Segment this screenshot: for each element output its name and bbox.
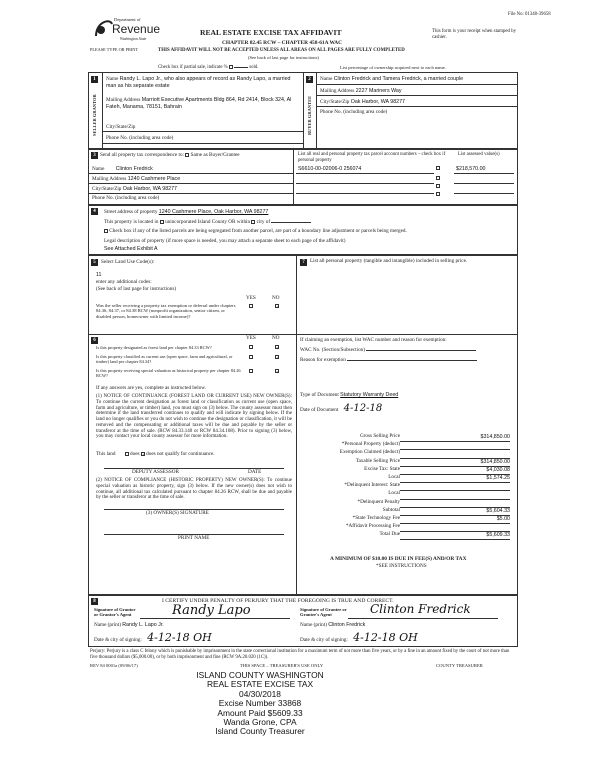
tax-table [300, 434, 510, 540]
section-3-badge: 3 [91, 152, 98, 159]
grantor-name-value: Randy L. Lapo Jr. [122, 622, 164, 628]
tax-row-value[interactable] [400, 483, 510, 491]
tax-row [300, 500, 510, 508]
tax-row-label: *State Technology Fee [352, 514, 400, 521]
grantee-date-value: 4-12-18 OH [353, 631, 418, 644]
stamp-line: Wanda Grone, CPA [223, 717, 297, 728]
buyer-side-label: BUYER GRANTEE [307, 95, 312, 136]
located-prefix: This property is located in [104, 219, 159, 226]
state-text: Washington State [120, 37, 147, 41]
parcel-number: S6610-00-02006-0 256074 [298, 166, 362, 172]
q4-text: Is this property receiving special valuation as historical property per chapter 84.26 RCW? [96, 368, 241, 379]
q2-text: Is this property designated as forest land per chapter 84.33 RCW? [96, 345, 212, 350]
section-6-badge: 6 [91, 337, 98, 344]
tax-row-label: *Delinquent Penalty [357, 498, 400, 505]
section-1-badge: 1 [91, 76, 98, 83]
tax-row-label: *Delinquent Interest: State [344, 482, 400, 489]
section-4-badge: 4 [91, 208, 98, 215]
deputy-assessor-label: DEPUTY ASSESSOR [132, 469, 179, 475]
street-value: 1240 Cashmere Place, Oak Harbor, WA 98277 [158, 209, 269, 215]
tax-row [300, 467, 510, 475]
tax-row-value[interactable] [400, 491, 510, 499]
unincorporated-label: unincorporated Island County OR within [165, 219, 251, 226]
grantor-date-value: 4-12-18 OH [147, 631, 212, 644]
grantee-sig-label: Signature of Grantee or Grantee's Agent [300, 607, 347, 618]
parcel-checkboxes [436, 166, 440, 197]
notice-continuance: (1) NOTICE OF CONTINUANCE (FOREST LAND OR CURRENT USE) NEW OWNER(S): To continue the current designation as forest land or classification as current use (open space, farm and agriculture, or timber) land, you must sign on (3) below. The county assessor must then determine if the land transferred continues to qualify and will indicate by signing below. If the land no longer qualifies or you do not wish to continue the designation or classification, it will be removed and the compensating or additional taxes will be due and payable by the seller or transferor at the time of sale. (RCW 84.33.140 or RCW 84.34.108). Prior to signing (3) below, you may contact your local county assessor for more information. [96, 394, 292, 440]
street-field[interactable] [104, 209, 268, 216]
tax-row [300, 524, 510, 532]
see-back-note: (See back of last page for instructions) [248, 55, 319, 60]
q2-no-checkbox[interactable] [275, 345, 279, 349]
doc-date-label: Date of Document [300, 407, 339, 413]
parcel-pp-checkbox-4[interactable] [436, 192, 440, 196]
corr-mailing-value: 1240 Cashmere Place [127, 176, 181, 182]
revenue-text: Revenue [112, 22, 161, 36]
section-8-badge: 8 [91, 598, 98, 605]
corr-name-label: Name [92, 166, 105, 172]
tax-row [300, 450, 510, 458]
q3-no-checkbox[interactable] [275, 355, 279, 359]
seller-name-value: Randy L. Lapo Jr., who also appears of record as Randy Lapo, a married man as his separate estate [106, 76, 291, 89]
corr-city-value: Oak Harbor, WA 98277 [122, 186, 177, 192]
dept-logo [92, 14, 162, 46]
tax-row-label: Total Due [379, 531, 400, 538]
tax-row-value[interactable] [400, 500, 510, 508]
corr-name-field[interactable] [92, 166, 153, 173]
parcels-header: List all real and personal property tax parcel account numbers – check box if personal property [298, 152, 446, 163]
city-of-label: city of [256, 219, 271, 226]
section-5-badge: 5 [91, 259, 98, 266]
q1-no-checkbox[interactable] [275, 304, 279, 308]
qualify-line [96, 452, 215, 458]
q3-yes-checkbox[interactable] [249, 355, 253, 359]
tax-row-label: Subtotal [382, 506, 400, 513]
tax-row-label: Local [388, 473, 400, 480]
reason-label: Reason for exemption [300, 357, 346, 363]
doc-date-value: 4-12-18 [343, 403, 383, 414]
list-pct-note: List percentage of ownership acquired next to each name. [340, 65, 446, 70]
seller-mailing-value: Marriott Executive Apartments Bldg 864, Rd 2414, Block 324, Al Fateh, Manama, 78151, Bahrain [106, 97, 292, 110]
q2-yes-header: YES [246, 335, 256, 341]
q4-no-checkbox[interactable] [275, 369, 279, 373]
certify-statement: I CERTIFY UNDER PENALTY OF PERJURY THAT THE FOREGOING IS TRUE AND CORRECT. [162, 598, 394, 604]
corr-city-field[interactable] [92, 186, 177, 193]
parcel-pp-checkbox-2[interactable] [436, 176, 440, 180]
land-use-code[interactable]: 11 [96, 272, 102, 278]
dept-of-text: Department of [114, 17, 141, 22]
grantee-name-label: Name (print) [300, 622, 327, 628]
partial-sale-text: Check box if partial sale, indicate % [158, 65, 228, 71]
tax-row [300, 508, 510, 516]
doc-type-label: Type of Document [300, 392, 339, 398]
seller-phone-field[interactable]: Phone No. (including area code) [106, 135, 174, 141]
located-line [104, 220, 311, 226]
stamp-line: ISLAND COUNTY WASHINGTON [196, 670, 324, 680]
land-use-see-back: (See back of last page for instructions) [96, 286, 177, 292]
buyer-mailing-label: Mailing Address [320, 88, 355, 94]
deputy-date-label: DATE [248, 469, 262, 475]
land-use-label: Select Land Use Code(s): [101, 259, 155, 265]
parcel-pp-checkbox-3[interactable] [436, 184, 440, 188]
doc-date-field[interactable] [300, 403, 382, 415]
q1-no-header: NO [272, 295, 280, 301]
buyer-city-field[interactable] [320, 99, 405, 106]
seller-mailing-field[interactable] [106, 97, 298, 111]
buyer-phone-field[interactable]: Phone No. (including area code) [320, 109, 388, 115]
tax-row-label: Local [388, 490, 400, 497]
does-checkbox[interactable] [125, 452, 129, 456]
buyer-city-label: City/State/Zip [320, 99, 350, 105]
tax-row-label: Exemption Claimed (deduct) [339, 449, 400, 456]
owner-signature-label: (3) OWNER(S) SIGNATURE [146, 510, 209, 516]
wac-label: WAC No. (Section/Subsection) [300, 347, 365, 353]
tax-row [300, 491, 510, 499]
buyer-city-value: Oak Harbor, WA 98277 [350, 99, 405, 105]
stamp-line: Island County Treasurer [215, 726, 305, 737]
form-chapter: CHAPTER 82.45 RCW – CHAPTER 458-61A WAC [222, 40, 343, 46]
segregated-label: Check box if any of the listed parcels are being segregated from another parcel, are part of a boundary line adjustment or parcels being merged. [109, 228, 407, 235]
tax-row [300, 475, 510, 483]
grantor-date-field[interactable] [94, 632, 212, 645]
print-name-label: PRINT NAME [178, 535, 210, 541]
minimum-fee-note: A MINIMUM OF $10.00 IS DUE IN FEE(S) AND/OR TAX [330, 556, 467, 562]
tax-row-label: Gross Selling Price [359, 433, 400, 439]
stamp-line: Excise Number 33868 [218, 698, 302, 709]
tax-row-value[interactable]: $5.00 [400, 516, 510, 524]
personal-property-label: List all personal property (tangible and intangible) included in selling price. [310, 258, 468, 264]
doc-type-value: Statutory Warranty Deed [340, 392, 399, 398]
stamp-line: 04/30/2018 [239, 688, 281, 699]
q4-yes-checkbox[interactable] [249, 369, 253, 373]
tax-row-value[interactable]: $1,574.25 [400, 475, 510, 483]
wac-field[interactable] [300, 348, 476, 354]
legal-value: See Attached Exhibit A [104, 246, 158, 252]
street-label: Street address of property [104, 209, 158, 215]
q1-text: Was the seller receiving a property tax exemption or deferral under chapters 84.36, 84.37, or 84.38 RCW (nonprofit organization, senior citizen, or disabled person, homeowner with limited income)? [96, 303, 236, 319]
grantor-date-label: Date & city of signing: [94, 637, 142, 643]
tax-row [300, 442, 510, 450]
stamp-line: REAL ESTATE EXCISE TAX [206, 679, 314, 690]
tax-row-label: *Personal Property (deduct) [341, 441, 400, 448]
q1-yes-header: YES [246, 295, 256, 301]
segregated-checkbox[interactable] [104, 229, 108, 233]
tax-row-value[interactable] [400, 524, 510, 532]
tax-row [300, 483, 510, 491]
section-7-badge: 7 [300, 259, 307, 266]
form-title: REAL ESTATE EXCISE TAX AFFIDAVIT [200, 28, 342, 37]
exemption-claim: If claiming an exemption, list WAC number and reason for exemption: [300, 337, 447, 343]
treasurer-stamp [150, 671, 370, 737]
corr-mailing-field[interactable] [92, 176, 180, 183]
this-land-label: This land [96, 451, 116, 458]
correspondence-label [100, 153, 240, 159]
seller-side-label: SELLER GRANTOR [92, 94, 97, 137]
see-instructions: *SEE INSTRUCTIONS [376, 563, 427, 569]
q2-yes-checkbox[interactable] [249, 345, 253, 349]
tax-row-value[interactable]: $5,609.33 [400, 532, 510, 540]
seller-mailing-label: Mailing Address [106, 97, 141, 103]
grantor-name-field[interactable] [94, 622, 164, 629]
seller-city-label: City/State/Zip [106, 124, 136, 130]
buyer-mailing-field[interactable] [320, 88, 401, 95]
doc-type-field[interactable] [300, 392, 398, 399]
same-as-buyer-label: Same as Buyer/Grantee [190, 152, 240, 159]
grantor-name-label: Name (print) [94, 622, 121, 628]
file-number: File No: 01348-39658 [508, 12, 551, 17]
tax-row-label: Excise Tax: State [364, 465, 400, 472]
parcel-pp-checkbox-1[interactable] [436, 166, 440, 170]
assessed-header: List assessed value(s) [458, 152, 500, 157]
tax-row-value[interactable]: $4,030.08 [400, 467, 510, 475]
buyer-mailing-value: 2227 Mariners Way [355, 88, 402, 94]
rev-number: REV 84 0001a (09/06/17) [90, 663, 138, 668]
seller-name-label: Name [106, 76, 119, 82]
tax-row [300, 532, 510, 540]
county-treasurer-label: COUNTY TREASURER [436, 663, 483, 668]
reason-field[interactable] [300, 358, 477, 364]
city-of-checkbox[interactable] [251, 220, 255, 224]
legal-label: Legal description of property (if more space is needed, you may attach a separate sheet to each page of the affidavit) [104, 238, 346, 244]
stamp-line: Amount Paid $5609.33 [217, 707, 303, 718]
unincorporated-checkbox[interactable] [160, 220, 164, 224]
segregated-line [104, 229, 407, 235]
does-not-label: does not qualify for continuance. [146, 451, 215, 458]
receipt-note: This form is your receipt when stamped by cashier. [432, 29, 517, 40]
sold-text: sold. [249, 65, 259, 71]
q3-text: Is this property classified as current use (open space, farm and agricultural, or timber) land per chapter 84.34? [96, 354, 233, 365]
perjury-note: Perjury: Perjury is a class C felony which is punishable by imprisonment in the state correctional institution for a maximum term of not more than five years, or by a fine in an amount fixed by the court of not more than five thousand dollars ($5,000.00), or by both imprisonment and fine (RCW 9A.20.020 (1C)). [90, 649, 510, 660]
seller-name-field[interactable] [106, 76, 298, 90]
grantee-name-field[interactable] [300, 622, 365, 629]
corr-mailing-label: Mailing Address [92, 176, 127, 182]
q2-no-header: NO [272, 335, 280, 341]
corr-phone-field[interactable]: Phone No. (including area code) [92, 195, 160, 201]
additional-codes: enter any additional codes: [96, 279, 152, 285]
tax-row-label: *Affidavit Processing Fee [345, 523, 400, 530]
partial-sale [158, 65, 258, 71]
tax-row-value[interactable]: $5,604.33 [400, 508, 510, 516]
corr-name-value: Clinton Fredrick [115, 166, 153, 172]
assessed-value: $218,570.00 [456, 166, 486, 172]
tax-row-value[interactable]: $314,850.00 [400, 459, 510, 467]
corr-city-label: City/State/Zip [92, 186, 122, 192]
tax-row-label: Taxable Selling Price [355, 457, 400, 464]
seller-city-field[interactable] [106, 124, 298, 131]
partial-sale-checkbox[interactable] [229, 65, 233, 69]
grantee-signature[interactable]: Clinton Fredrick [370, 602, 471, 616]
correspondence-text: Send all property tax correspondence to: [100, 152, 184, 159]
treasurer-space: THIS SPACE – TREASURER'S USE ONLY [240, 663, 324, 668]
grantee-date-field[interactable] [300, 632, 418, 645]
grantor-sig-label: Signature of Grantor or Grantor's Agent [94, 607, 136, 618]
section-2-badge: 2 [306, 76, 313, 83]
buyer-name-label: Name [320, 76, 333, 82]
tax-row [300, 516, 510, 524]
please-type: PLEASE TYPE OR PRINT [90, 47, 139, 52]
tax-row [300, 459, 510, 467]
form-warning: THIS AFFIDAVIT WILL NOT BE ACCEPTED UNLESS ALL AREAS ON ALL PAGES ARE FULLY COMPLETED [158, 48, 405, 53]
grantee-date-label: Date & city of signing: [300, 637, 348, 643]
tax-row-value[interactable] [400, 450, 510, 458]
if-yes-text: If any answers are yes, complete as instructed below. [96, 385, 207, 391]
revenue-logo-icon [92, 16, 114, 40]
does-not-checkbox[interactable] [141, 452, 145, 456]
grantor-signature[interactable]: Randy Lapo [172, 603, 251, 618]
buyer-name-value: Clinton Fredrick and Tamera Fredrick, a married couple [333, 76, 464, 82]
grantee-name-value: Clinton Fredrick [328, 622, 366, 628]
does-label: does [130, 451, 140, 458]
tax-row-value[interactable] [400, 442, 510, 450]
buyer-name-field[interactable] [320, 76, 515, 83]
q1-yes-checkbox[interactable] [249, 304, 253, 308]
tax-row-value[interactable]: $314,850.00 [400, 434, 510, 442]
notice-compliance: (2) NOTICE OF COMPLIANCE (HISTORIC PROPERTY) NEW OWNER(S): To continue special valuation as historic property, sign (3) below. If the new owner(s) does not wish to continue, all additional tax calculated pursuant to chapter 84.26 RCW, shall be due and payable by the seller or transferor at the time of sale. [96, 478, 292, 501]
tax-row [300, 434, 510, 442]
same-as-buyer-checkbox[interactable] [185, 153, 189, 157]
